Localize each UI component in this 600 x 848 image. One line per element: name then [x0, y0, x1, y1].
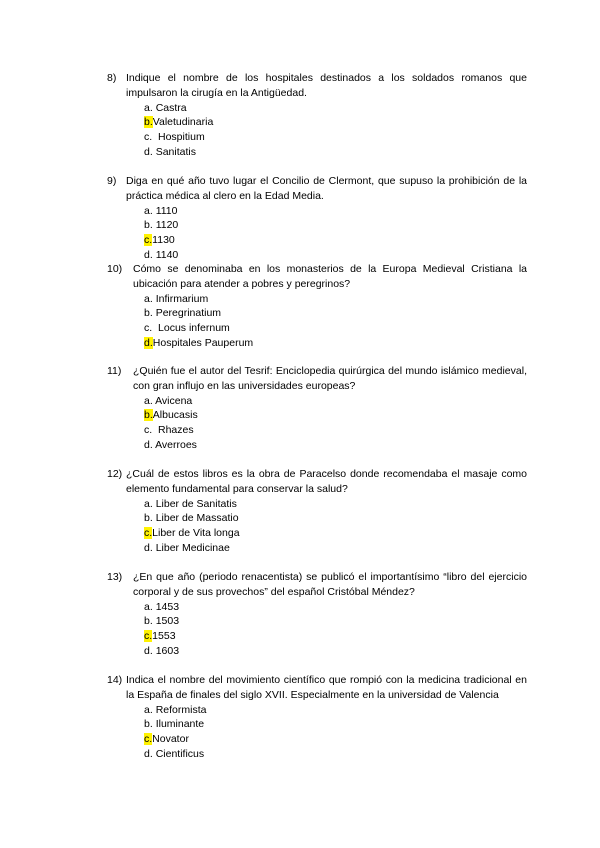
answer-option	[144, 130, 527, 145]
answer-text: Liber Medicinae	[155, 541, 230, 554]
answer-option	[144, 717, 527, 732]
question-stem	[107, 673, 527, 703]
question-10	[107, 262, 527, 351]
question-text: Indique el nombre de los hospitales destinados a los soldados romanos que impulsaron la cirugía en la Antigüedad.	[126, 72, 527, 99]
answer-text: Valetudinaria	[152, 116, 214, 129]
answer-options	[144, 600, 527, 659]
answer-options	[144, 204, 527, 263]
correct-answer-letter: c.	[144, 527, 153, 540]
answer-text: Sanitatis	[155, 145, 196, 158]
question-number: 9)	[107, 175, 117, 187]
answer-text: Liber de Vita longa	[152, 527, 240, 540]
answer-text: Hospitales Pauperum	[152, 336, 254, 349]
answer-letter: a.	[144, 703, 153, 716]
answer-letter: a.	[144, 497, 153, 510]
answer-options	[144, 292, 527, 351]
answer-letter: b.	[144, 512, 153, 525]
answer-letter: d.	[144, 541, 153, 554]
question-9	[107, 174, 527, 263]
answer-text: Peregrinatium	[155, 307, 222, 320]
correct-answer-letter: c.	[144, 733, 153, 746]
answer-letter: b.	[144, 718, 153, 731]
answer-option	[144, 292, 527, 307]
answer-letter: d.	[144, 438, 153, 451]
answer-option	[144, 394, 527, 409]
question-text: ¿Quién fue el autor del Tesrif: Enciclopedia quirúrgica del mundo islámico medieval, con gran influjo en las universidades europeas?	[133, 365, 527, 392]
answer-text: Novator	[152, 733, 189, 746]
question-stem	[107, 262, 527, 292]
question-stem	[107, 570, 527, 600]
correct-answer-letter: d.	[144, 336, 153, 349]
answer-options	[144, 101, 527, 160]
answer-option	[144, 614, 527, 629]
answer-text: 1503	[155, 615, 180, 628]
answer-letter: b.	[144, 307, 153, 320]
answer-text: Rhazes	[155, 424, 194, 437]
correct-answer-letter: b.	[144, 409, 153, 422]
answer-option	[144, 703, 527, 718]
question-number: 14)	[107, 674, 123, 686]
answer-letter: c.	[144, 322, 153, 335]
answer-text: Liber de Sanitatis	[155, 497, 237, 510]
answer-option	[144, 408, 527, 423]
answer-text: Cientificus	[155, 747, 205, 760]
question-number: 10)	[107, 263, 123, 275]
answer-letter: a.	[144, 292, 153, 305]
answer-option	[144, 145, 527, 160]
answer-options	[144, 394, 527, 453]
answer-option	[144, 115, 527, 130]
question-13	[107, 570, 527, 659]
answer-option	[144, 218, 527, 233]
answer-text: Reformista	[155, 703, 207, 716]
answer-letter: b.	[144, 219, 153, 232]
question-number: 8)	[107, 72, 117, 84]
question-stem	[107, 467, 527, 497]
answer-letter: a.	[144, 600, 153, 613]
question-text: Diga en qué año tuvo lugar el Concilio de Clermont, que supuso la prohibición de la práctica médica al clero en la Edad Media.	[126, 175, 527, 202]
question-11	[107, 364, 527, 453]
answer-option	[144, 511, 527, 526]
answer-options	[144, 703, 527, 762]
answer-letter: c.	[144, 131, 153, 144]
answer-option	[144, 541, 527, 556]
question-stem	[107, 174, 527, 204]
question-text: Indica el nombre del movimiento científico que rompió con la medicina tradicional en la España de finales del siglo XVII. Especialmente en la universidad de Valencia	[126, 674, 527, 701]
answer-text: Liber de Massatio	[155, 512, 239, 525]
answer-option	[144, 526, 527, 541]
answer-option	[144, 101, 527, 116]
question-text: Cómo se denominaba en los monasterios de la Europa Medieval Cristiana la ubicación para atender a pobres y peregrinos?	[133, 263, 527, 290]
answer-options	[144, 497, 527, 556]
answer-option	[144, 306, 527, 321]
answer-text: 1120	[155, 219, 179, 232]
answer-letter: d.	[144, 248, 153, 261]
answer-text: Castra	[155, 101, 187, 114]
question-8	[107, 71, 527, 160]
question-number: 13)	[107, 571, 123, 583]
answer-option	[144, 600, 527, 615]
answer-letter: b.	[144, 615, 153, 628]
answer-letter: d.	[144, 644, 153, 657]
answer-letter: c.	[144, 424, 153, 437]
answer-text: 1453	[155, 600, 180, 613]
answer-text: 1140	[155, 248, 179, 261]
answer-option	[144, 248, 527, 263]
correct-answer-letter: b.	[144, 116, 153, 129]
answer-letter: d.	[144, 145, 153, 158]
question-stem	[107, 71, 527, 101]
question-12	[107, 467, 527, 556]
correct-answer-letter: c.	[144, 630, 153, 643]
question-14	[107, 673, 527, 762]
answer-option	[144, 423, 527, 438]
answer-option	[144, 497, 527, 512]
answer-text: 1110	[155, 204, 178, 217]
answer-text: Averroes	[155, 438, 197, 451]
answer-letter: a.	[144, 394, 153, 407]
question-text: ¿En que año (periodo renacentista) se publicó el importantísimo “libro del ejercicio corporal y de sus provechos” del español Cristóbal Méndez?	[133, 571, 527, 598]
question-stem	[107, 364, 527, 394]
question-number: 12)	[107, 468, 123, 480]
answer-option	[144, 644, 527, 659]
answer-option	[144, 233, 527, 248]
answer-option	[144, 438, 527, 453]
answer-option	[144, 321, 527, 336]
answer-text: Albucasis	[152, 409, 198, 422]
answer-option	[144, 204, 527, 219]
answer-text: 1553	[152, 630, 176, 643]
answer-text: Hospitium	[155, 131, 205, 144]
answer-text: Infirmarium	[155, 292, 209, 305]
answer-text: Avicena	[155, 394, 193, 407]
answer-option	[144, 732, 527, 747]
answer-text: Locus infernum	[155, 322, 230, 335]
answer-text: Iluminante	[155, 718, 205, 731]
correct-answer-letter: c.	[144, 234, 153, 247]
answer-option	[144, 629, 527, 644]
question-text: ¿Cuál de estos libros es la obra de Paracelso donde recomendaba el masaje como elemento fundamental para conservar la salud?	[126, 468, 527, 495]
answer-text: 1130	[152, 234, 175, 247]
answer-text: 1603	[155, 644, 180, 657]
answer-letter: a.	[144, 101, 153, 114]
answer-option	[144, 336, 527, 351]
question-number: 11)	[107, 365, 122, 377]
answer-letter: d.	[144, 747, 153, 760]
answer-option	[144, 747, 527, 762]
answer-letter: a.	[144, 204, 153, 217]
